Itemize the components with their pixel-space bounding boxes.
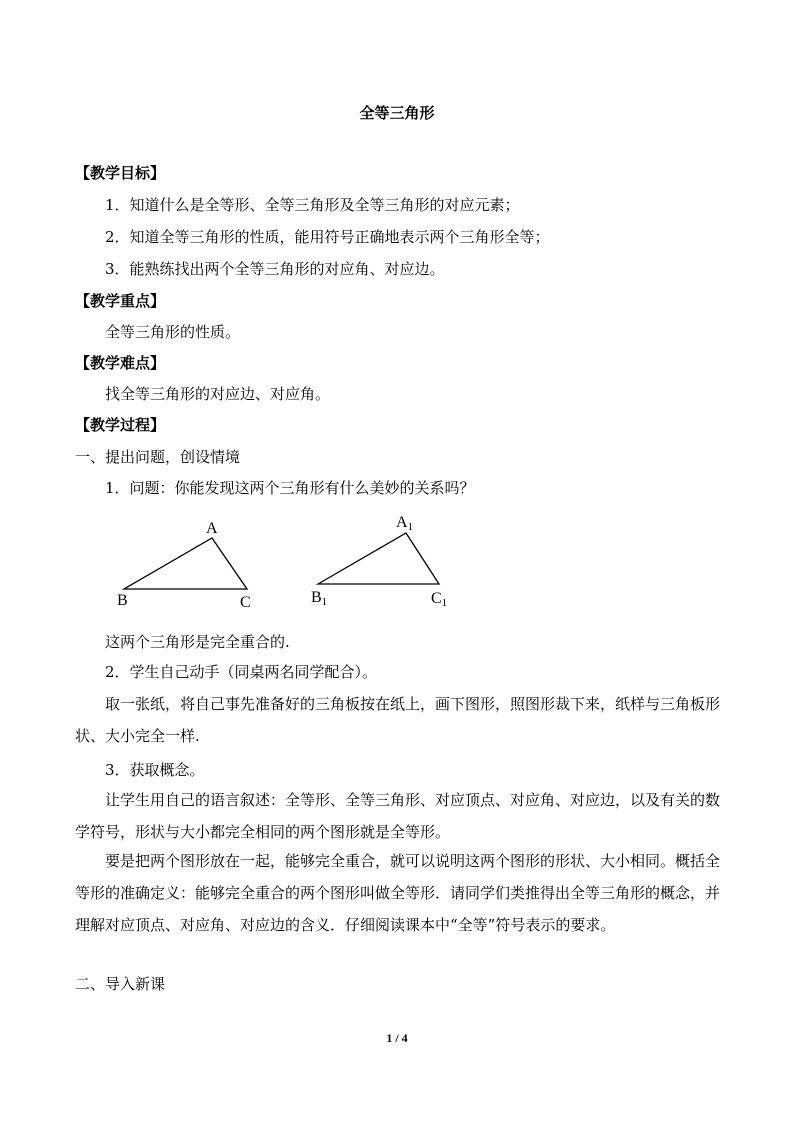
vertex-b1-label: B1 [311,589,328,608]
vertex-b-label: B [117,592,128,609]
part1-heading: 一、提出问题，创设情境 [75,448,241,466]
goal-item-2: 2．知道全等三角形的性质，能用符号正确地表示两个三角形全等； [105,228,550,246]
triangle-a1b1c1 [318,533,439,584]
step2-paragraph: 取一张纸，将自己事先准备好的三角板按在纸上，画下图形，照图形裁下来，纸样与三角板形状、大小完全一样. [75,695,721,745]
page-title: 全等三角形 [359,104,435,122]
triangle-figure [0,510,794,620]
page-number: 1 / 4 [386,1031,408,1045]
goals-heading: 【教学目标】 [75,164,166,182]
step3-heading: 3．获取概念。 [105,761,205,779]
concept-paragraph: 要是把两个图形放在一起，能够完全重合，就可以说明这两个图形的形状、大小相同。概括全等形的准确定义：能够完全重合的两个图形叫做全等形．请同学们类推得出全等三角形的概念，并理解对应顶点、对应角、对应边的含义．仔细阅读课本中“全等”符号表示的要求。 [75,852,721,934]
step2-heading: 2．学生自己动手（同桌两名同学配合）。 [105,663,378,681]
process-heading: 【教学过程】 [75,416,166,434]
vertex-c1-label: C1 [431,590,448,609]
difficulty-heading: 【教学难点】 [75,354,166,372]
vertex-c-label: C [240,594,251,611]
question-text: 1．问题：你能发现这两个三角形有什么美妙的关系吗？ [105,479,475,497]
step3-paragraph: 让学生用自己的语言叙述：全等形、全等三角形、对应顶点、对应角、对应边，以及有关的数学符号，形状与大小都完全相同的两个图形就是全等形。 [75,791,721,841]
key-points-text: 全等三角形的性质。 [105,323,241,341]
difficulty-text: 找全等三角形的对应边、对应角。 [105,385,331,403]
overlap-text: 这两个三角形是完全重合的. [105,633,290,651]
vertex-a1-label: A1 [396,514,414,533]
goal-item-1: 1．知道什么是全等形、全等三角形及全等三角形的对应元素； [105,196,520,214]
key-points-heading: 【教学重点】 [75,292,166,310]
part2-heading: 二、导入新课 [75,975,166,993]
goal-item-3: 3．能熟练找出两个全等三角形的对应角、对应边。 [105,260,445,278]
vertex-a-label: A [206,520,218,537]
triangle-abc [124,538,247,589]
